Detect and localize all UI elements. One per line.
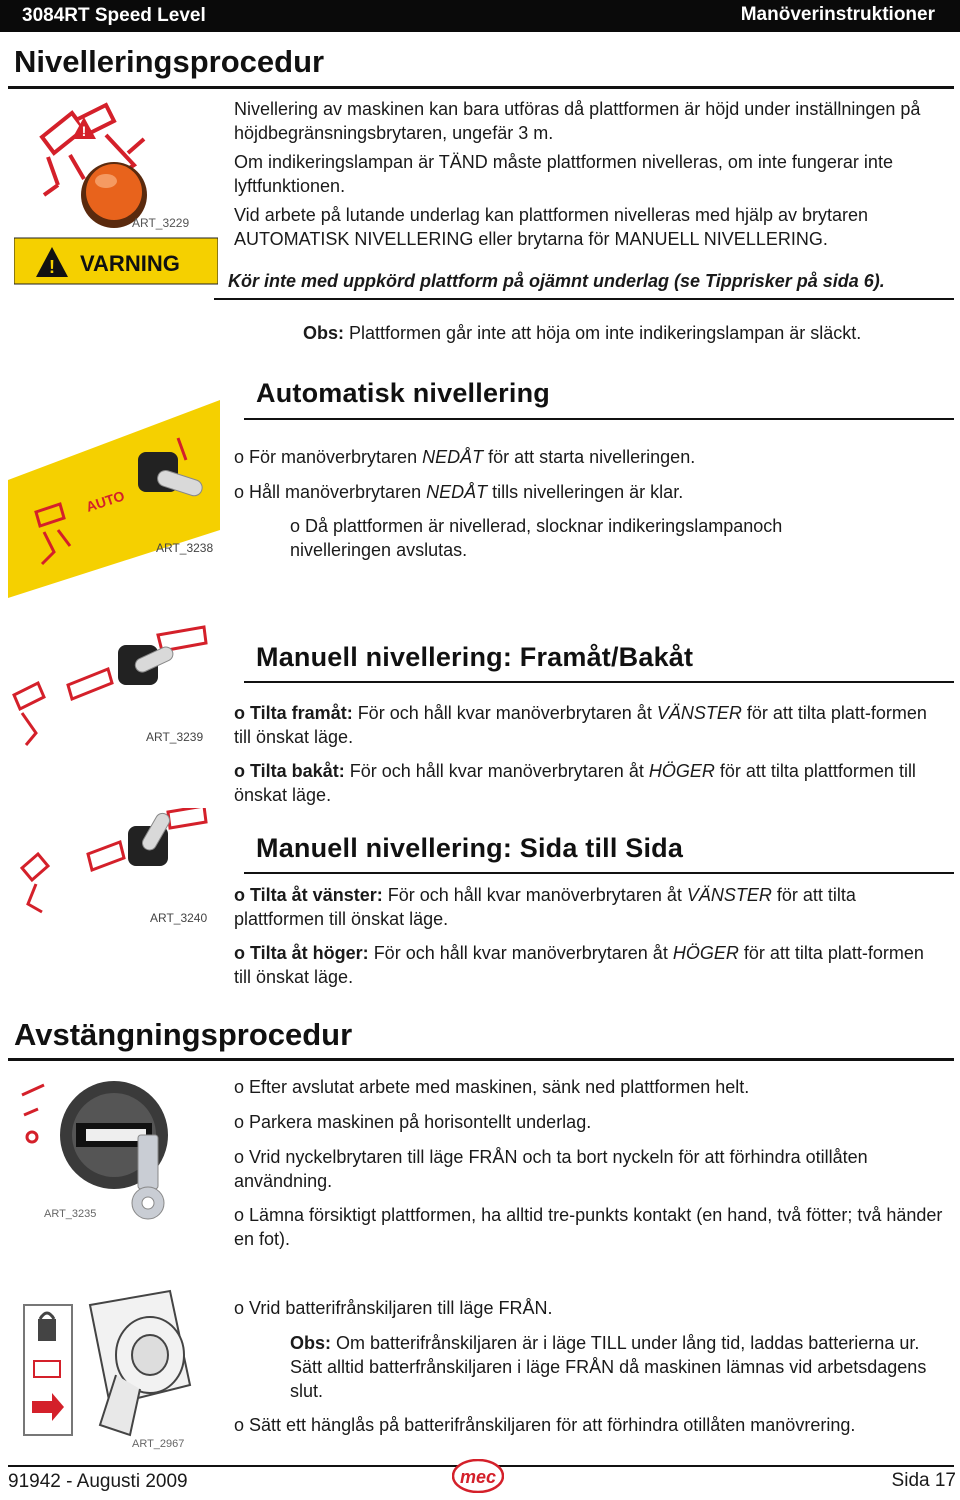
- manual-fb-illustration: [8, 625, 218, 755]
- battery-disconnect-illustration: [20, 1285, 210, 1455]
- illus-label: ART_3239: [146, 730, 204, 744]
- auto-title: Automatisk nivellering: [256, 378, 550, 408]
- note-label: Obs:: [290, 1333, 332, 1353]
- note-text: Om batterifrånskiljaren är i läge TILL under lång tid, laddas batterierna ur. Sätt alltid batterfrånskiljaren i läge FRÅN då maskinen lämnas vid arbetsdagens slut.: [290, 1333, 927, 1401]
- disconnect-switch-icon: [90, 1291, 190, 1435]
- tilt-back-step: o Tilta bakåt: För och håll kvar manöverbrytaren åt HÖGER för att tilta plattformen till önskat läge.: [234, 761, 916, 805]
- leveling-paragraph-2: Om indikeringslampan är TÄND måste plattformen nivelleras, om inte fungerar inte lyftfunktionen.: [234, 152, 893, 196]
- section-name: Manöverinstruktioner: [740, 4, 935, 25]
- warning-rule: [214, 298, 954, 300]
- auto-step-2: o Håll manöverbrytaren NEDÅT tills nivelleringen är klar.: [234, 482, 684, 502]
- manual-side-illustration: [8, 808, 218, 930]
- shutdown-step-3: o Vrid nyckelbrytaren till läge FRÅN och ta bort nyckeln för att förhindra otillåten användning.: [234, 1147, 868, 1191]
- tilt-left-step: o Tilta åt vänster: För och håll kvar manöverbrytaren åt VÄNSTER för att tilta plattformen till önskat läge.: [234, 885, 856, 929]
- illus-label: ART_3240: [150, 911, 208, 925]
- shutdown-rule: [8, 1058, 954, 1061]
- toggle-switch-icon: [118, 645, 175, 685]
- illus-label: ART_2967: [132, 1438, 185, 1450]
- leveling-title: Nivelleringsprocedur: [14, 44, 325, 79]
- leveling-note: [303, 321, 861, 345]
- auto-step-1: o För manöverbrytaren NEDÅT för att starta nivelleringen.: [234, 447, 696, 467]
- auto-switch-illustration: [8, 400, 220, 598]
- manual-side-title: Manuell nivellering: Sida till Sida: [256, 833, 684, 863]
- shutdown-step-5: o Vrid batterifrånskiljaren till läge FRÅN.: [234, 1298, 553, 1318]
- note-label: Obs:: [303, 323, 345, 343]
- page-number: Sida 17: [891, 1470, 956, 1491]
- tilt-forward-icon: [14, 627, 206, 745]
- note-text: Plattformen går inte att höja om inte indikeringslampan är släckt.: [344, 323, 862, 343]
- toggle-switch-icon: [128, 811, 172, 866]
- illus-label: ART_3229: [132, 216, 190, 230]
- shutdown-step-4: o Lämna försiktigt plattformen, ha alltid tre-punkts kontakt (en hand, två fötter; två händer en fot).: [234, 1205, 943, 1249]
- shutdown-note: [290, 1331, 950, 1403]
- tilt-side-icon: [22, 808, 206, 912]
- shutdown-step-6: o Sätt ett hänglås på batterifrånskiljaren för att förhindra otillåten manövrering.: [234, 1415, 856, 1435]
- auto-word: AUTO: [83, 487, 127, 515]
- off-symbol-icon: [22, 1085, 44, 1142]
- indicator-lamp-illustration: [14, 95, 218, 285]
- auto-rule: [244, 418, 954, 420]
- shutdown-step-2: o Parkera maskinen på horisontellt underlag.: [234, 1112, 592, 1132]
- shutdown-title: Avstängningsprocedur: [14, 1017, 353, 1052]
- varning-label: VARNING: [80, 251, 180, 276]
- model-name: 3084RT Speed Level: [22, 5, 206, 26]
- svg-text:!: !: [81, 123, 87, 139]
- leveling-paragraph-1: Nivellering av maskinen kan bara utföras då plattformen är höjd under inställningen på höjdbegränsningsbrytaren, ungefär 3 m.: [234, 99, 921, 143]
- doc-number: 91942 - Augusti 2009: [8, 1471, 188, 1492]
- page-header: [0, 0, 960, 32]
- auto-step-3: o Då plattformen är nivellerad, slocknar indikeringslampanoch nivelleringen avslutas.: [290, 516, 783, 560]
- shutdown-step-1: o Efter avslutat arbete med maskinen, sänk ned plattformen helt.: [234, 1077, 750, 1097]
- svg-text:!: !: [49, 257, 55, 277]
- logo-text: mec: [459, 1467, 497, 1487]
- leveling-paragraph-3: Vid arbete på lutande underlag kan plattformen nivelleras med hjälp av brytaren AUTOMATISK NIVELLERING eller brytarna för MANUELL NIVELLERING.: [234, 205, 869, 249]
- lock-icon: [38, 1319, 56, 1341]
- indicator-lamp-icon: [86, 164, 142, 220]
- tilt-right-step: o Tilta åt höger: För och håll kvar manöverbrytaren åt HÖGER för att tilta platt-formen till önskat läge.: [234, 943, 924, 987]
- illus-label: ART_3238: [156, 541, 214, 555]
- manual-side-rule: [244, 872, 954, 874]
- title-rule: [8, 86, 954, 89]
- illus-label: ART_3235: [44, 1208, 97, 1220]
- tilt-forward-step: o Tilta framåt: För och håll kvar manöverbrytaren åt VÄNSTER för att tilta platt-formen till önskat läge.: [234, 703, 927, 747]
- manual-fb-title: Manuell nivellering: Framåt/Bakåt: [256, 642, 694, 672]
- manual-fb-rule: [244, 681, 954, 683]
- mec-logo-icon: [452, 1459, 504, 1493]
- warning-line: Kör inte med uppkörd plattform på ojämnt underlag (se Tipprisker på sida 6).: [228, 271, 885, 291]
- key-switch-illustration: [14, 1075, 214, 1245]
